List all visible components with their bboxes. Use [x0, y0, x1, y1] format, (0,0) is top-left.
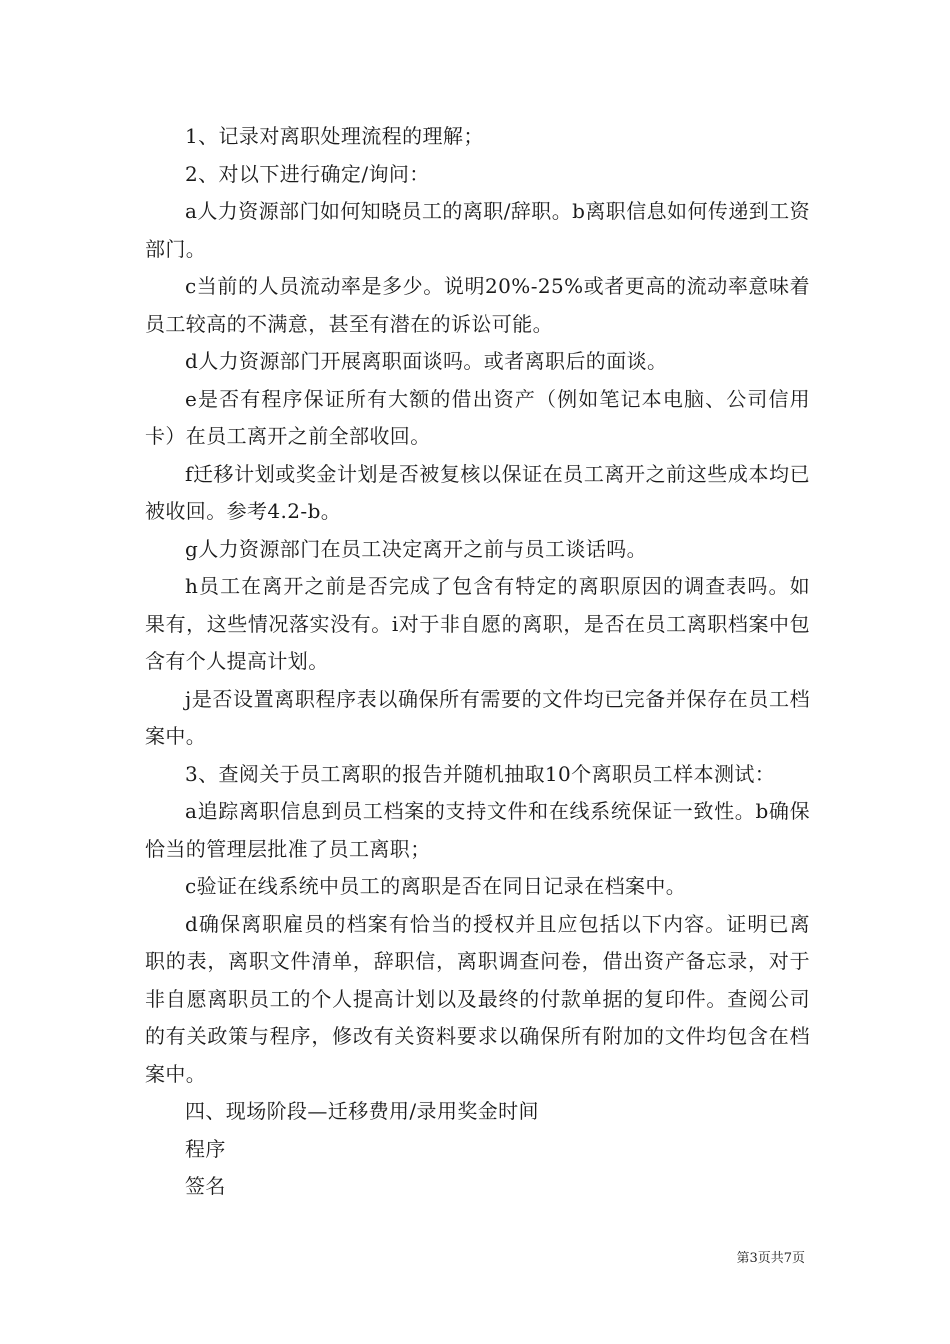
paragraph-3a: a追踪离职信息到员工档案的支持文件和在线系统保证一致性。b确保恰当的管理层批准了员工离职； — [145, 799, 810, 861]
paragraph-2j: j是否设置离职程序表以确保所有需要的文件均已完备并保存在员工档案中。 — [145, 686, 810, 748]
signature-label: 签名 — [185, 1174, 226, 1198]
paragraph-3c: c验证在线系统中员工的离职是否在同日记录在档案中。 — [185, 874, 687, 898]
procedure-label: 程序 — [185, 1136, 226, 1161]
paragraph-2c: c当前的人员流动率是多少。说明20%-25%或者更高的流动率意味着员工较高的不满意，甚至有潜在的诉讼可能。 — [145, 274, 810, 336]
paragraph-2a: a人力资源部门如何知晓员工的离职/辞职。b离职信息如何传递到工资部门。 — [145, 199, 810, 261]
page-number-footer: 第3页共7页 — [736, 1251, 805, 1266]
paragraph-2f: f迁移计划或奖金计划是否被复核以保证在员工离开之前这些成本均已被收回。参考4.2-b。 — [145, 461, 810, 523]
paragraph-3: 3、查阅关于员工离职的报告并随机抽取10个离职员工样本测试： — [185, 761, 776, 786]
paragraph-2: 2、对以下进行确定/询问： — [185, 161, 430, 186]
section-heading-4: 四、现场阶段—迁移费用/录用奖金时间 — [185, 1099, 539, 1123]
paragraph-1: 1、记录对离职处理流程的理解； — [185, 124, 484, 148]
paragraph-2e: e是否有程序保证所有大额的借出资产（例如笔记本电脑、公司信用卡）在员工离开之前全部收回。 — [145, 386, 810, 448]
paragraph-3d: d确保离职雇员的档案有恰当的授权并且应包括以下内容。证明已离职的表，离职文件清单，辞职信，离职调查问卷，借出资产备忘录，对于非自愿离职员工的个人提高计划以及最终的付款单据的复印件。查阅公司的有关政策与程序，修改有关资料要求以确保所有附加的文件均包含在档案中。 — [145, 911, 810, 1086]
paragraph-2d: d人力资源部门开展离职面谈吗。或者离职后的面谈。 — [185, 349, 668, 373]
paragraph-2g: g人力资源部门在员工决定离开之前与员工谈话吗。 — [185, 536, 648, 561]
paragraph-2h: h员工在离开之前是否完成了包含有特定的离职原因的调查表吗。如果有，这些情况落实没有。i对于非自愿的离职，是否在员工离职档案中包含有个人提高计划。 — [145, 574, 810, 673]
document-body — [145, 118, 810, 1206]
